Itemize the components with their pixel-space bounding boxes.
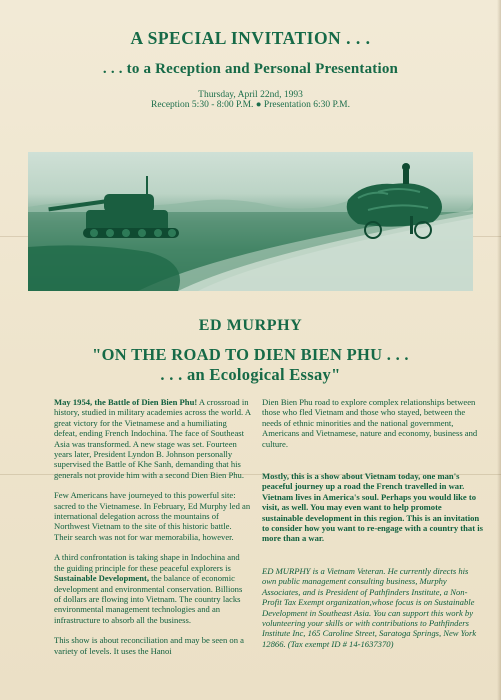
presenter-name: ED MURPHY bbox=[198, 317, 303, 334]
event-date: Thursday, April 22nd, 1993 bbox=[198, 90, 303, 100]
paragraph: Dien Bien Phu road to explore complex relationships between those who fled Vietnam and those who stayed, between the needs of ethnic minorities and the national government, Americans and Vietnamese, nature and economy, business and culture. bbox=[262, 397, 478, 449]
event-times: Reception 5:30 - 8:00 P.M. ● Presentation 6:30 P.M. bbox=[151, 100, 350, 110]
paragraph: This show is about reconciliation and may be seen on a variety of levels. It uses the Hanoi bbox=[54, 635, 244, 656]
presentation-title-line1: "ON THE ROAD TO DIEN BIEN PHU . . . bbox=[92, 345, 409, 364]
left-text-column bbox=[54, 397, 251, 666]
emphasis-text: Sustainable Development, bbox=[54, 573, 150, 584]
tank-and-cart-photo bbox=[28, 152, 473, 291]
paragraph-text: A third confrontation is taking shape in Indochina and the guiding principle for these peaceful explorers is bbox=[54, 552, 240, 573]
lead-text: May 1954, the Battle of Dien Bien Phu! bbox=[54, 397, 198, 407]
paragraph-text: A crossroad in history, studied in military academies across the world. A great victory for the Vietnamese and a humiliating defeat, ending French Indochina. The face of Southeast Asia was transformed. A new stage was set. Fourteen years later, President Lyndon B. Johnson personally supervised the Battle of Khe Sanh, demanding that his generals not provide him with a second Dien Bien Phu. bbox=[54, 397, 251, 480]
paragraph bbox=[54, 552, 251, 625]
paragraph: Few Americans have journeyed to this powerful site: sacred to the Vietnamese. In February, Ed Murphy led an international delegation across the mountains of Northwest Vietnam to the site of this historic battle. Their search was not for war memorabilia, however. bbox=[54, 490, 251, 542]
right-text-column bbox=[262, 397, 484, 659]
invitation-subtitle: . . . to a Reception and Personal Presentation bbox=[102, 61, 399, 77]
paragraph-bold: Mostly, this is a show about Vietnam today, one man's peaceful journey up a road the French travelled in war. Vietnam lives in America's soul. Perhaps you would like to visit, as well. You may even want to help promote sustainable development in this region. This is an invitation to consider how you want to re-engage with a country that is more than a war. bbox=[262, 471, 483, 544]
presenter-bio: ED MURPHY is a Vietnam Veteran. He currently directs his own public management consulting business, Murphy Associates, and is President of Pathfinders Institute, a Non-Profit Tax Exempt organization,whose focus is on Sustainable Development in Southeast Asia. You can support this work by volunteering your skills or with contributions to Pathfinders Institute Inc, 165 Caroline Street, Saratoga Springs, New York 12866. (Tax exempt ID # 14-1637370) bbox=[262, 565, 477, 649]
invitation-title: A SPECIAL INVITATION . . . bbox=[130, 28, 371, 48]
presentation-title-line2: . . . an Ecological Essay" bbox=[160, 365, 341, 384]
paragraph-text: the balance of economic development and environmental conservation. Billions of dollars are flowing into Vietnam. The country lacks environmental management technologies and an infrastructure to absorb all the business. bbox=[54, 573, 243, 625]
paragraph bbox=[54, 397, 251, 480]
